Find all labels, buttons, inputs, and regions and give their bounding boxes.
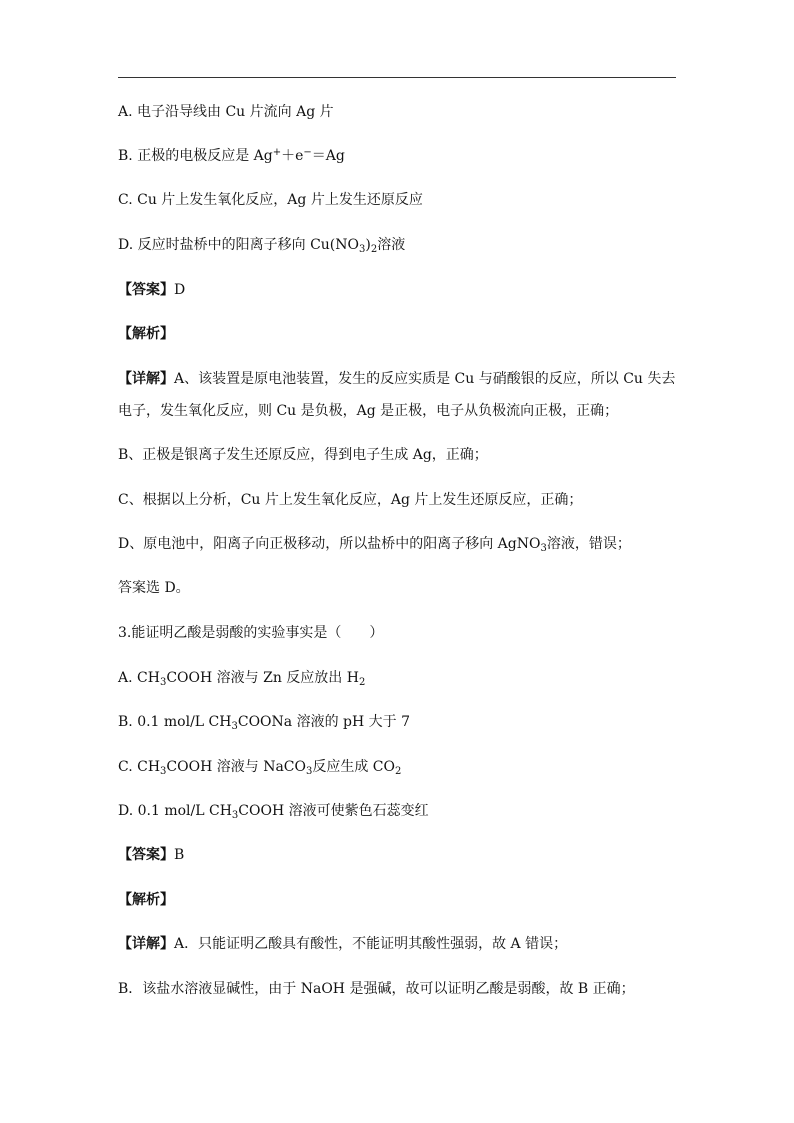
header-rule <box>118 77 676 78</box>
q3-detail-label: 【详解】 <box>118 936 174 952</box>
q2-analysis-label: 【解析】 <box>118 326 174 342</box>
q3-option-a-sub2: 2 <box>358 677 366 688</box>
q2-option-b-mid: ＋e <box>281 148 304 164</box>
q3-answer-value: B <box>174 847 185 863</box>
q3-option-c-sub1: 3 <box>160 766 167 777</box>
q3-option-c-text: C. CH <box>118 759 161 775</box>
q3-option-c-sub2: 3 <box>305 766 313 777</box>
q2-detail-1 <box>118 369 675 389</box>
q3-option-b-end: COONa 溶液的 pH 大于 7 <box>237 714 411 730</box>
q2-option-b <box>118 146 345 166</box>
q2-detail-5-text: D、原电池中，阳离子向正极移动，所以盐桥中的阳离子移向 AgNO <box>118 536 541 552</box>
q2-detail-5-sub: 3 <box>540 543 547 554</box>
q3-option-b-sub: 3 <box>231 721 238 732</box>
q2-option-d-mid: ) <box>365 237 371 253</box>
q3-option-c-mid: COOH 溶液与 NaCO <box>166 759 306 775</box>
q2-option-b-end: ＝Ag <box>311 148 345 164</box>
q2-detail-2 <box>118 401 618 421</box>
q2-option-b-text: B. 正极的电极反应是 Ag <box>118 148 273 164</box>
q3-answer-label: 【答案】 <box>118 847 174 863</box>
q2-detail-label: 【详解】 <box>118 371 174 387</box>
q2-detail-5-end: 溶液，错误； <box>546 536 631 552</box>
q3-option-c-mid2: 反应生成 CO <box>312 759 395 775</box>
q2-analysis <box>118 324 174 344</box>
q2-option-a <box>118 102 334 122</box>
q3-analysis-label: 【解析】 <box>118 892 174 908</box>
q3-option-a-sub1: 3 <box>159 677 167 688</box>
q2-option-d-end: 溶液 <box>377 237 406 253</box>
q3-option-a-mid: COOH 溶液与 Zn 反应放出 H <box>166 670 359 686</box>
q3-option-b <box>118 712 410 732</box>
q3-detail-1-text: A．只能证明乙酸具有酸性，不能证明其酸性强弱，故 A 错误； <box>174 936 568 952</box>
q2-detail-1-text: A、该装置是原电池装置，发生的反应实质是 Cu 与硝酸银的反应，所以 Cu 失去 <box>174 371 676 387</box>
q3-detail-1 <box>118 934 567 954</box>
q2-detail-2-text: 电子，发生氧化反应，则 Cu 是负极，Ag 是正极，电子从负极流向正极，正确； <box>118 403 619 419</box>
q2-conclusion-text: 答案选 D。 <box>118 580 190 596</box>
q2-option-d-sub1: 3 <box>359 244 366 255</box>
q2-conclusion <box>118 578 190 598</box>
q3-option-c <box>118 757 401 777</box>
q3-option-d <box>118 801 429 821</box>
q2-answer <box>118 280 185 300</box>
q3-detail-2 <box>118 979 635 999</box>
q2-detail-5 <box>118 534 631 554</box>
q2-detail-3-text: B、正极是银离子发生还原反应，得到电子生成 Ag，正确； <box>118 447 488 463</box>
q2-option-a-text: A. 电子沿导线由 Cu 片流向 Ag 片 <box>118 104 334 120</box>
q2-option-b-sup: + <box>272 147 282 158</box>
q2-detail-4 <box>118 490 582 510</box>
q3-answer <box>118 845 184 865</box>
q2-answer-label: 【答案】 <box>118 282 174 298</box>
q3-option-d-text: D. 0.1 mol/L CH <box>118 803 232 819</box>
q2-detail-4-text: C、根据以上分析，Cu 片上发生氧化反应，Ag 片上发生还原反应，正确； <box>118 492 583 508</box>
q3-analysis <box>118 890 174 910</box>
q2-option-d <box>118 235 405 255</box>
q2-option-d-text: D. 反应时盐桥中的阳离子移向 Cu(NO <box>118 237 359 253</box>
q3-option-d-sub: 3 <box>231 810 239 821</box>
q2-option-c <box>118 190 423 210</box>
q3-stem-text: 3.能证明乙酸是弱酸的实验事实是（ ） <box>118 625 384 641</box>
q3-option-c-sub3: 2 <box>395 766 402 777</box>
q2-option-c-text: C. Cu 片上发生氧化反应，Ag 片上发生还原反应 <box>118 192 423 208</box>
q3-option-b-text: B. 0.1 mol/L CH <box>118 714 232 730</box>
q3-option-d-end: COOH 溶液可使紫色石蕊变红 <box>238 803 429 819</box>
q3-option-a <box>118 668 365 688</box>
q3-stem <box>118 623 383 643</box>
q2-answer-value: D <box>174 282 186 298</box>
q2-option-b-sup2: − <box>303 147 312 158</box>
q3-detail-2-text: B．该盐水溶液显碱性，由于 NaOH 是强碱，故可以证明乙酸是弱酸，故 B 正确； <box>118 981 635 997</box>
q2-option-d-sub2: 2 <box>370 244 378 255</box>
q2-detail-3 <box>118 445 488 465</box>
q3-option-a-text: A. CH <box>118 670 160 686</box>
